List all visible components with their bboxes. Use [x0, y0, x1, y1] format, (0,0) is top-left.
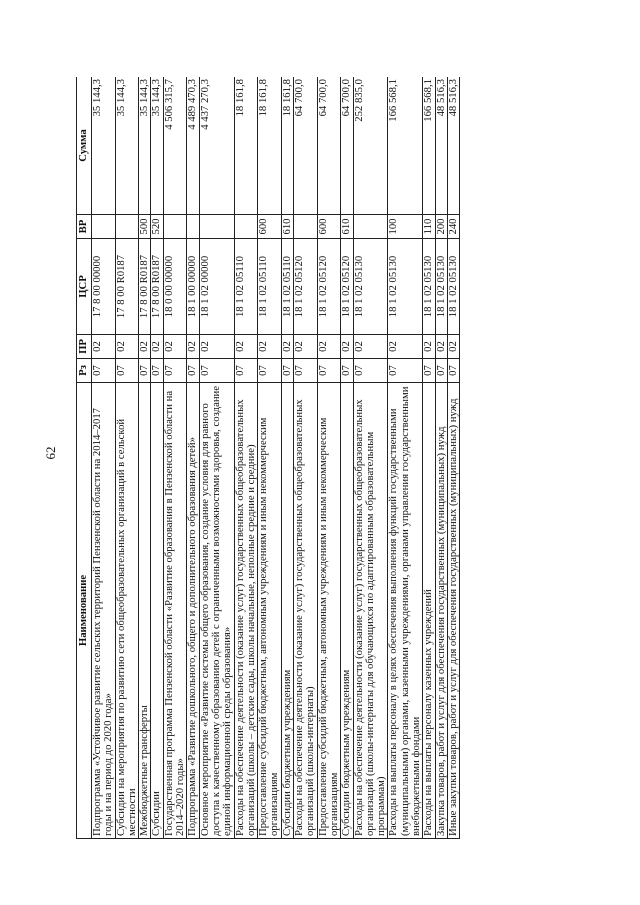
- row-sum: 18 161,8: [258, 77, 282, 215]
- row-pr: 02: [281, 335, 293, 359]
- row-pr: 02: [447, 335, 459, 359]
- row-csr: 18 1 02 00000: [199, 239, 234, 335]
- row-vr: 100: [388, 215, 423, 239]
- row-rz: 07: [92, 359, 116, 383]
- table-body: [92, 77, 460, 839]
- row-csr: 18 1 02 05130: [423, 239, 435, 335]
- row-sum: 166 568,1: [388, 77, 423, 215]
- row-csr: 18 1 02 05110: [258, 239, 282, 335]
- table-row: [294, 77, 318, 839]
- row-rz: 07: [423, 359, 435, 383]
- row-sum: 166 568,1: [423, 77, 435, 215]
- row-rz: 07: [163, 359, 187, 383]
- row-rz: 07: [234, 359, 258, 383]
- row-name: Расходы на выплаты персоналу казенных учреждений: [423, 383, 435, 839]
- row-pr: 02: [317, 335, 341, 359]
- row-rz: 07: [341, 359, 353, 383]
- row-pr: 02: [139, 335, 151, 359]
- header-csr: ЦСР: [77, 239, 92, 335]
- row-pr: 02: [92, 335, 116, 359]
- header-rz: Рз: [77, 359, 92, 383]
- table-row: [92, 77, 116, 839]
- row-csr: 17 8 00 00000: [92, 239, 116, 335]
- table-row: [281, 77, 293, 839]
- row-sum: 4 489 470,3: [187, 77, 199, 215]
- row-sum: 48 516,3: [447, 77, 459, 215]
- row-vr: 240: [447, 215, 459, 239]
- row-rz: 07: [258, 359, 282, 383]
- row-pr: 02: [353, 335, 388, 359]
- row-sum: 48 516,3: [435, 77, 447, 215]
- row-vr: 610: [341, 215, 353, 239]
- row-rz: 07: [447, 359, 459, 383]
- row-sum: 35 144,3: [92, 77, 116, 215]
- row-vr: 200: [435, 215, 447, 239]
- table-row: [163, 77, 187, 839]
- row-vr: [92, 215, 116, 239]
- row-sum: 18 161,8: [234, 77, 258, 215]
- row-rz: 07: [388, 359, 423, 383]
- row-vr: 610: [281, 215, 293, 239]
- row-name: Субсидии на мероприятия по развитию сети общеобразовательных организаций в сельской местности: [115, 383, 139, 839]
- row-csr: 18 1 02 05120: [317, 239, 341, 335]
- row-vr: [234, 215, 258, 239]
- budget-table: [76, 77, 460, 839]
- row-name: Предоставление субсидий бюджетным, автономным учреждениям и иным некоммерческим организациям: [317, 383, 341, 839]
- row-name: Субсидии бюджетным учреждениям: [341, 383, 353, 839]
- row-rz: 07: [151, 359, 163, 383]
- row-name: Предоставление субсидий бюджетным, автономным учреждениям и иным некоммерческим организациям: [258, 383, 282, 839]
- table-row: [187, 77, 199, 839]
- row-pr: 02: [341, 335, 353, 359]
- row-vr: [115, 215, 139, 239]
- rotated-page-content: [76, 77, 581, 839]
- row-rz: 07: [294, 359, 318, 383]
- row-name: Субсидии бюджетным учреждениям: [281, 383, 293, 839]
- row-name: Подпрограмма «Развитие дошкольного, общего и дополнительного образования детей»: [187, 383, 199, 839]
- table-row: [353, 77, 388, 839]
- row-name: Государственная программа Пензенской области «Развитие образования в Пензенской области на 2014–2020 годы»: [163, 383, 187, 839]
- row-csr: 18 1 02 05130: [353, 239, 388, 335]
- row-vr: [163, 215, 187, 239]
- row-pr: 02: [199, 335, 234, 359]
- row-csr: 18 1 02 05120: [341, 239, 353, 335]
- row-sum: 64 700,0: [317, 77, 341, 215]
- header-vr: ВР: [77, 215, 92, 239]
- row-pr: 02: [234, 335, 258, 359]
- table-row: [258, 77, 282, 839]
- row-csr: 18 0 00 00000: [163, 239, 187, 335]
- table-row: [423, 77, 435, 839]
- row-vr: [353, 215, 388, 239]
- table-row: [115, 77, 139, 839]
- header-name: Наименование: [77, 383, 92, 839]
- row-csr: 17 8 00 R0187: [139, 239, 151, 335]
- row-rz: 07: [199, 359, 234, 383]
- row-name: Субсидии: [151, 383, 163, 839]
- table-row: [388, 77, 423, 839]
- header-sum: Сумма: [77, 77, 92, 215]
- row-vr: 520: [151, 215, 163, 239]
- page-number: 62: [43, 446, 58, 460]
- table-row: [199, 77, 234, 839]
- budget-table-area: [76, 77, 581, 839]
- row-csr: 18 1 02 05110: [234, 239, 258, 335]
- table-row: [435, 77, 447, 839]
- header-pr: ПР: [77, 335, 92, 359]
- row-rz: 07: [115, 359, 139, 383]
- row-pr: 02: [294, 335, 318, 359]
- row-pr: 02: [151, 335, 163, 359]
- row-name: Подпрограмма «Устойчивое развитие сельских территорий Пензенской области на 2014–2017 годы и на период до 2020 года»: [92, 383, 116, 839]
- row-sum: 35 144,3: [139, 77, 151, 215]
- table-header-row: [77, 77, 92, 839]
- row-pr: 02: [388, 335, 423, 359]
- row-name: Расходы на обеспечение деятельности (оказание услуг) государственных общеобразовательных организаций (школы-интернаты): [294, 383, 318, 839]
- row-csr: 17 8 00 R0187: [115, 239, 139, 335]
- row-vr: 600: [317, 215, 341, 239]
- row-pr: 02: [163, 335, 187, 359]
- row-csr: 18 1 02 05120: [294, 239, 318, 335]
- table-row: [139, 77, 151, 839]
- row-csr: 18 1 02 05130: [435, 239, 447, 335]
- row-rz: 07: [353, 359, 388, 383]
- row-name: Закупка товаров, работ и услуг для обеспечения государственных (муниципальных) нужд: [435, 383, 447, 839]
- row-name: Расходы на обеспечение деятельности (оказание услуг) государственных общеобразовательных организаций (школы-интернаты для обучающихся по адаптированным образовательным программам): [353, 383, 388, 839]
- row-csr: 18 1 02 05130: [388, 239, 423, 335]
- table-row: [151, 77, 163, 839]
- row-name: Расходы на обеспечение деятельности (оказание услуг) государственных общеобразовательных организаций (школы – детские сады, школы начальные, неполные средние и средние): [234, 383, 258, 839]
- table-row: [234, 77, 258, 839]
- row-rz: 07: [435, 359, 447, 383]
- row-rz: 07: [281, 359, 293, 383]
- row-vr: [187, 215, 199, 239]
- row-name: Основное мероприятие «Развитие системы общего образования, создание условия для равного доступа к качественному образованию детей с ограниченными возможностями здоровья, создание единой информационной среды образования»: [199, 383, 234, 839]
- row-name: Иные закупки товаров, работ и услуг для обеспечения государственных (муниципальных) нужд: [447, 383, 459, 839]
- row-rz: 07: [187, 359, 199, 383]
- row-name: Межбюджетные трансферты: [139, 383, 151, 839]
- row-pr: 02: [435, 335, 447, 359]
- row-sum: 35 144,3: [115, 77, 139, 215]
- row-sum: 64 700,0: [294, 77, 318, 215]
- row-csr: 18 1 02 05110: [281, 239, 293, 335]
- row-vr: 600: [258, 215, 282, 239]
- row-name: Расходы на выплаты персоналу в целях обеспечения выполнения функций государственными (муниципальными) органами, казенными учреждениями, органами управления государственными внебюджетными фондами: [388, 383, 423, 839]
- row-vr: [199, 215, 234, 239]
- row-csr: 18 1 00 00000: [187, 239, 199, 335]
- table-row: [341, 77, 353, 839]
- row-pr: 02: [423, 335, 435, 359]
- row-vr: 500: [139, 215, 151, 239]
- row-sum: 18 161,8: [281, 77, 293, 215]
- row-pr: 02: [258, 335, 282, 359]
- row-pr: 02: [187, 335, 199, 359]
- row-rz: 07: [139, 359, 151, 383]
- row-rz: 07: [317, 359, 341, 383]
- table-row: [447, 77, 459, 839]
- row-vr: [294, 215, 318, 239]
- row-vr: 110: [423, 215, 435, 239]
- row-sum: 4 437 270,3: [199, 77, 234, 215]
- row-csr: 18 1 02 05130: [447, 239, 459, 335]
- row-csr: 17 8 00 R0187: [151, 239, 163, 335]
- row-sum: 64 700,0: [341, 77, 353, 215]
- row-pr: 02: [115, 335, 139, 359]
- row-sum: 4 506 315,7: [163, 77, 187, 215]
- row-sum: 252 835,0: [353, 77, 388, 215]
- row-sum: 35 144,3: [151, 77, 163, 215]
- table-row: [317, 77, 341, 839]
